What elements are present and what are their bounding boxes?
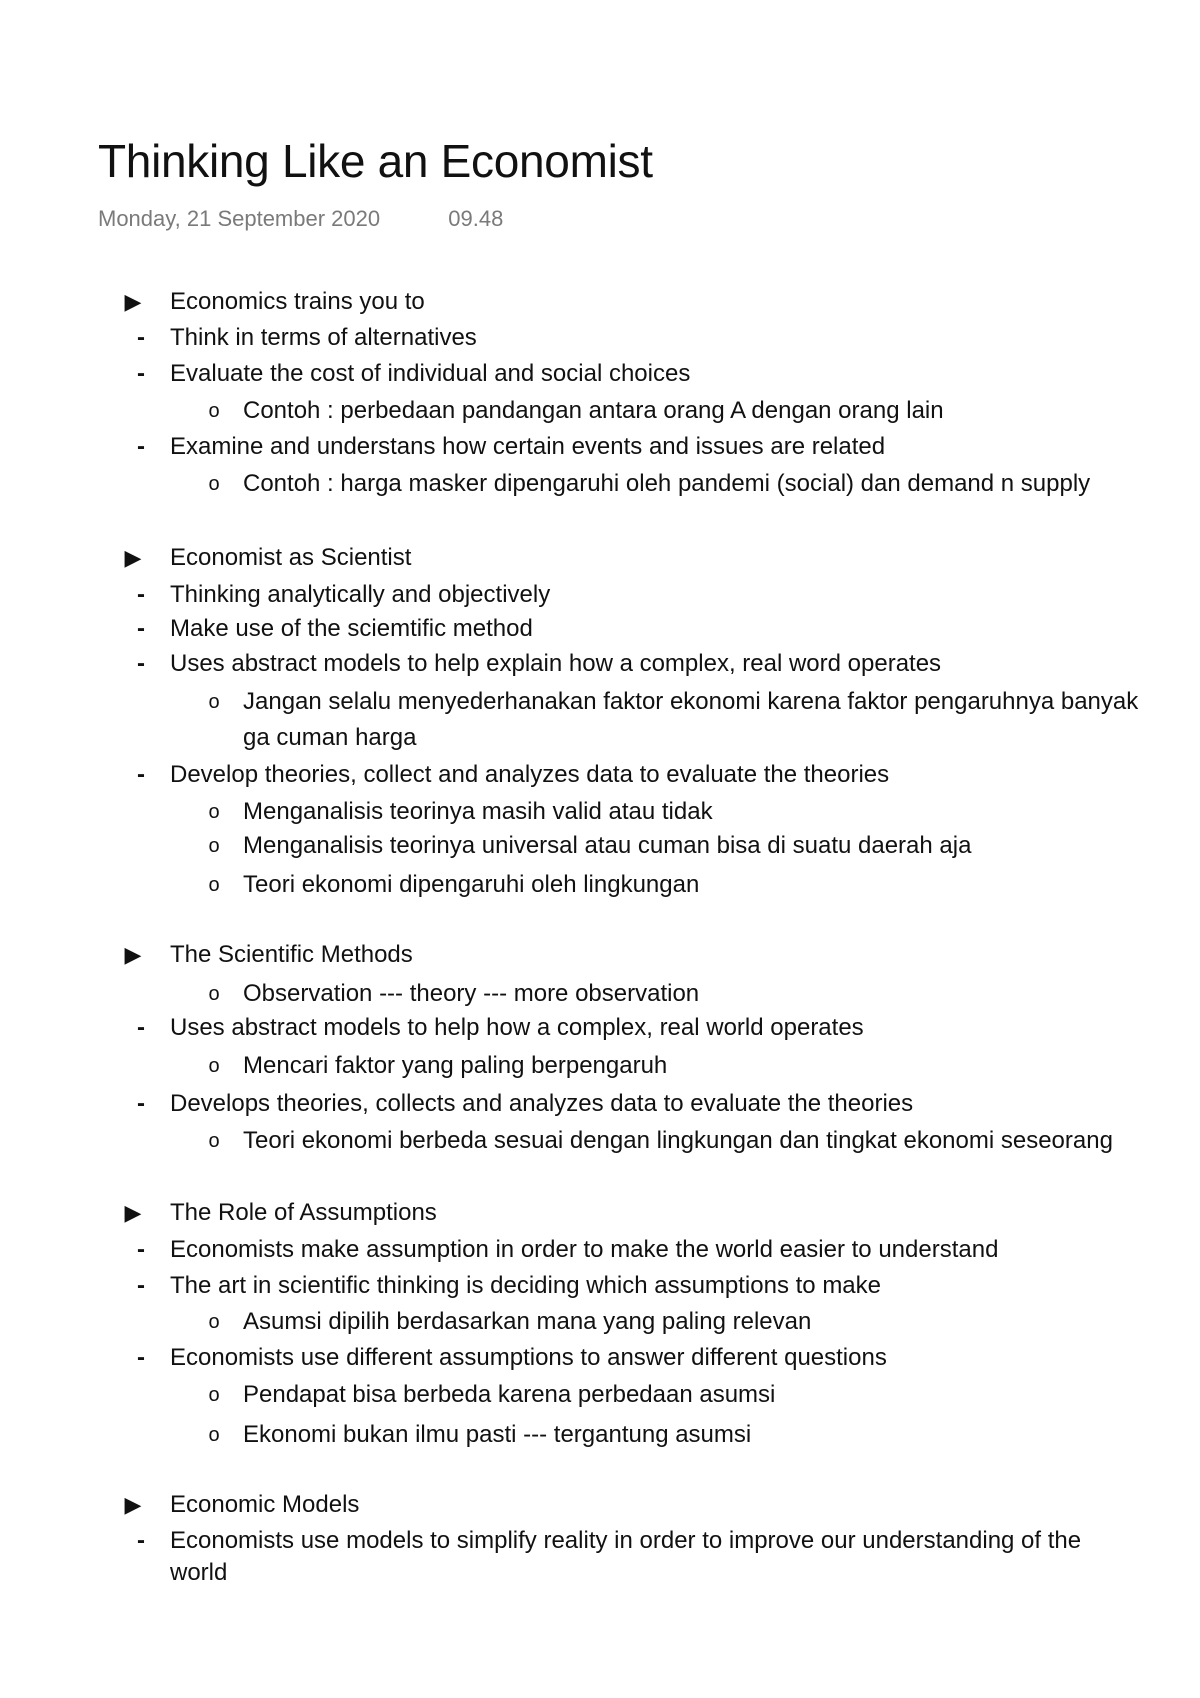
note-line	[170, 1557, 227, 1589]
dash-bullet-icon: -	[137, 581, 145, 608]
page-time: 09.48	[448, 206, 504, 231]
note-line	[208, 1419, 752, 1451]
note-line	[243, 722, 416, 754]
note-line-text: Pendapat bisa berbeda karena perbedaan asumsi	[243, 1381, 776, 1408]
note-line-text: Thinking analytically and objectively	[170, 581, 551, 608]
note-line-text: Economists use models to simplify reality in order to improve our understanding of the	[170, 1527, 1082, 1554]
note-line-text: ga cuman harga	[243, 724, 417, 751]
note-line	[124, 1197, 437, 1229]
note-line-text: Develop theories, collect and analyzes data to evaluate the theories	[170, 761, 890, 788]
note-line-text: Asumsi dipilih berdasarkan mana yang paling relevan	[243, 1308, 812, 1335]
note-line	[137, 759, 890, 791]
note-line	[137, 1270, 881, 1302]
circle-bullet-icon: o	[208, 400, 220, 422]
note-line-text: Evaluate the cost of individual and social choices	[170, 360, 691, 387]
note-line	[208, 1050, 668, 1082]
note-line-text: Observation --- theory --- more observation	[243, 980, 700, 1007]
note-line	[137, 1088, 914, 1120]
circle-bullet-icon: o	[208, 1055, 220, 1077]
arrow-bullet-icon: ▶	[124, 942, 142, 967]
note-line	[208, 395, 944, 427]
note-line	[137, 613, 533, 645]
arrow-bullet-icon: ▶	[124, 289, 142, 314]
note-line-text: Economics trains you to	[170, 288, 425, 315]
circle-bullet-icon: o	[208, 691, 220, 713]
note-line	[124, 1489, 360, 1521]
note-line-text: Contoh : perbedaan pandangan antara orang A dengan orang lain	[243, 397, 944, 424]
note-line	[208, 1379, 776, 1411]
note-line	[137, 358, 691, 390]
circle-bullet-icon: o	[208, 1130, 220, 1152]
circle-bullet-icon: o	[208, 473, 220, 495]
dash-bullet-icon: -	[137, 324, 145, 351]
note-line-text: The art in scientific thinking is deciding which assumptions to make	[170, 1272, 881, 1299]
note-line	[137, 648, 942, 680]
dash-bullet-icon: -	[137, 1090, 145, 1117]
note-line-text: Teori ekonomi berbeda sesuai dengan lingkungan dan tingkat ekonomi seseorang	[243, 1127, 1113, 1154]
note-line-text: Menganalisis teorinya masih valid atau tidak	[243, 798, 713, 825]
dash-bullet-icon: -	[137, 615, 145, 642]
note-line-text: Mencari faktor yang paling berpengaruh	[243, 1052, 668, 1079]
dash-bullet-icon: -	[137, 1272, 145, 1299]
note-line-text: Teori ekonomi dipengaruhi oleh lingkungan	[243, 871, 700, 898]
note-line	[137, 1234, 999, 1266]
note-line	[208, 978, 700, 1010]
note-line-text: Economists make assumption in order to make the world easier to understand	[170, 1236, 999, 1263]
circle-bullet-icon: o	[208, 835, 220, 857]
note-line-text: Think in terms of alternatives	[170, 324, 477, 351]
arrow-bullet-icon: ▶	[124, 1492, 142, 1517]
dash-bullet-icon: -	[137, 433, 145, 460]
note-line-text: Contoh : harga masker dipengaruhi oleh pandemi (social) dan demand n supply	[243, 470, 1091, 497]
note-line-text: The Scientific Methods	[170, 941, 413, 968]
note-line	[137, 1342, 887, 1374]
note-line-text: world	[170, 1559, 228, 1586]
note-line-text: Economists use different assumptions to answer different questions	[170, 1344, 887, 1371]
note-line-text: Menganalisis teorinya universal atau cuman bisa di suatu daerah aja	[243, 832, 972, 859]
dash-bullet-icon: -	[137, 1014, 145, 1041]
note-line	[208, 1125, 1113, 1157]
circle-bullet-icon: o	[208, 874, 220, 896]
dash-bullet-icon: -	[137, 761, 145, 788]
note-line-text: Jangan selalu menyederhanakan faktor ekonomi karena faktor pengaruhnya banyak	[243, 688, 1139, 715]
note-line	[137, 1012, 864, 1044]
dash-bullet-icon: -	[137, 1236, 145, 1263]
note-line-text: Economic Models	[170, 1491, 360, 1518]
note-line-text: Make use of the sciemtific method	[170, 615, 533, 642]
dash-bullet-icon: -	[137, 1527, 145, 1554]
note-line-text: The Role of Assumptions	[170, 1199, 437, 1226]
note-line-text: Economist as Scientist	[170, 544, 412, 571]
note-line	[137, 322, 477, 354]
dash-bullet-icon: -	[137, 360, 145, 387]
page-title: Thinking Like an Economist	[98, 135, 653, 187]
dash-bullet-icon: -	[137, 1344, 145, 1371]
arrow-bullet-icon: ▶	[124, 545, 142, 570]
dash-bullet-icon: -	[137, 650, 145, 677]
note-line	[208, 1306, 812, 1338]
note-line	[137, 579, 551, 611]
note-line	[124, 542, 412, 574]
circle-bullet-icon: o	[208, 1311, 220, 1333]
circle-bullet-icon: o	[208, 983, 220, 1005]
circle-bullet-icon: o	[208, 801, 220, 823]
note-line-text: Uses abstract models to help explain how a complex, real word operates	[170, 650, 942, 677]
note-line	[137, 431, 886, 463]
note-line-text: Examine and understans how certain events and issues are related	[170, 433, 886, 460]
note-line	[208, 468, 1091, 500]
note-line-text: Ekonomi bukan ilmu pasti --- tergantung asumsi	[243, 1421, 752, 1448]
note-line	[208, 830, 972, 862]
note-line	[124, 286, 425, 318]
note-line-text: Uses abstract models to help how a complex, real world operates	[170, 1014, 864, 1041]
note-line	[124, 939, 413, 971]
page-date: Monday, 21 September 2020	[98, 206, 381, 231]
arrow-bullet-icon: ▶	[124, 1200, 142, 1225]
note-line	[208, 869, 700, 901]
note-line-text: Develops theories, collects and analyzes data to evaluate the theories	[170, 1090, 914, 1117]
note-line	[208, 686, 1139, 718]
circle-bullet-icon: o	[208, 1424, 220, 1446]
note-line	[137, 1525, 1082, 1557]
note-line	[208, 796, 713, 828]
circle-bullet-icon: o	[208, 1384, 220, 1406]
